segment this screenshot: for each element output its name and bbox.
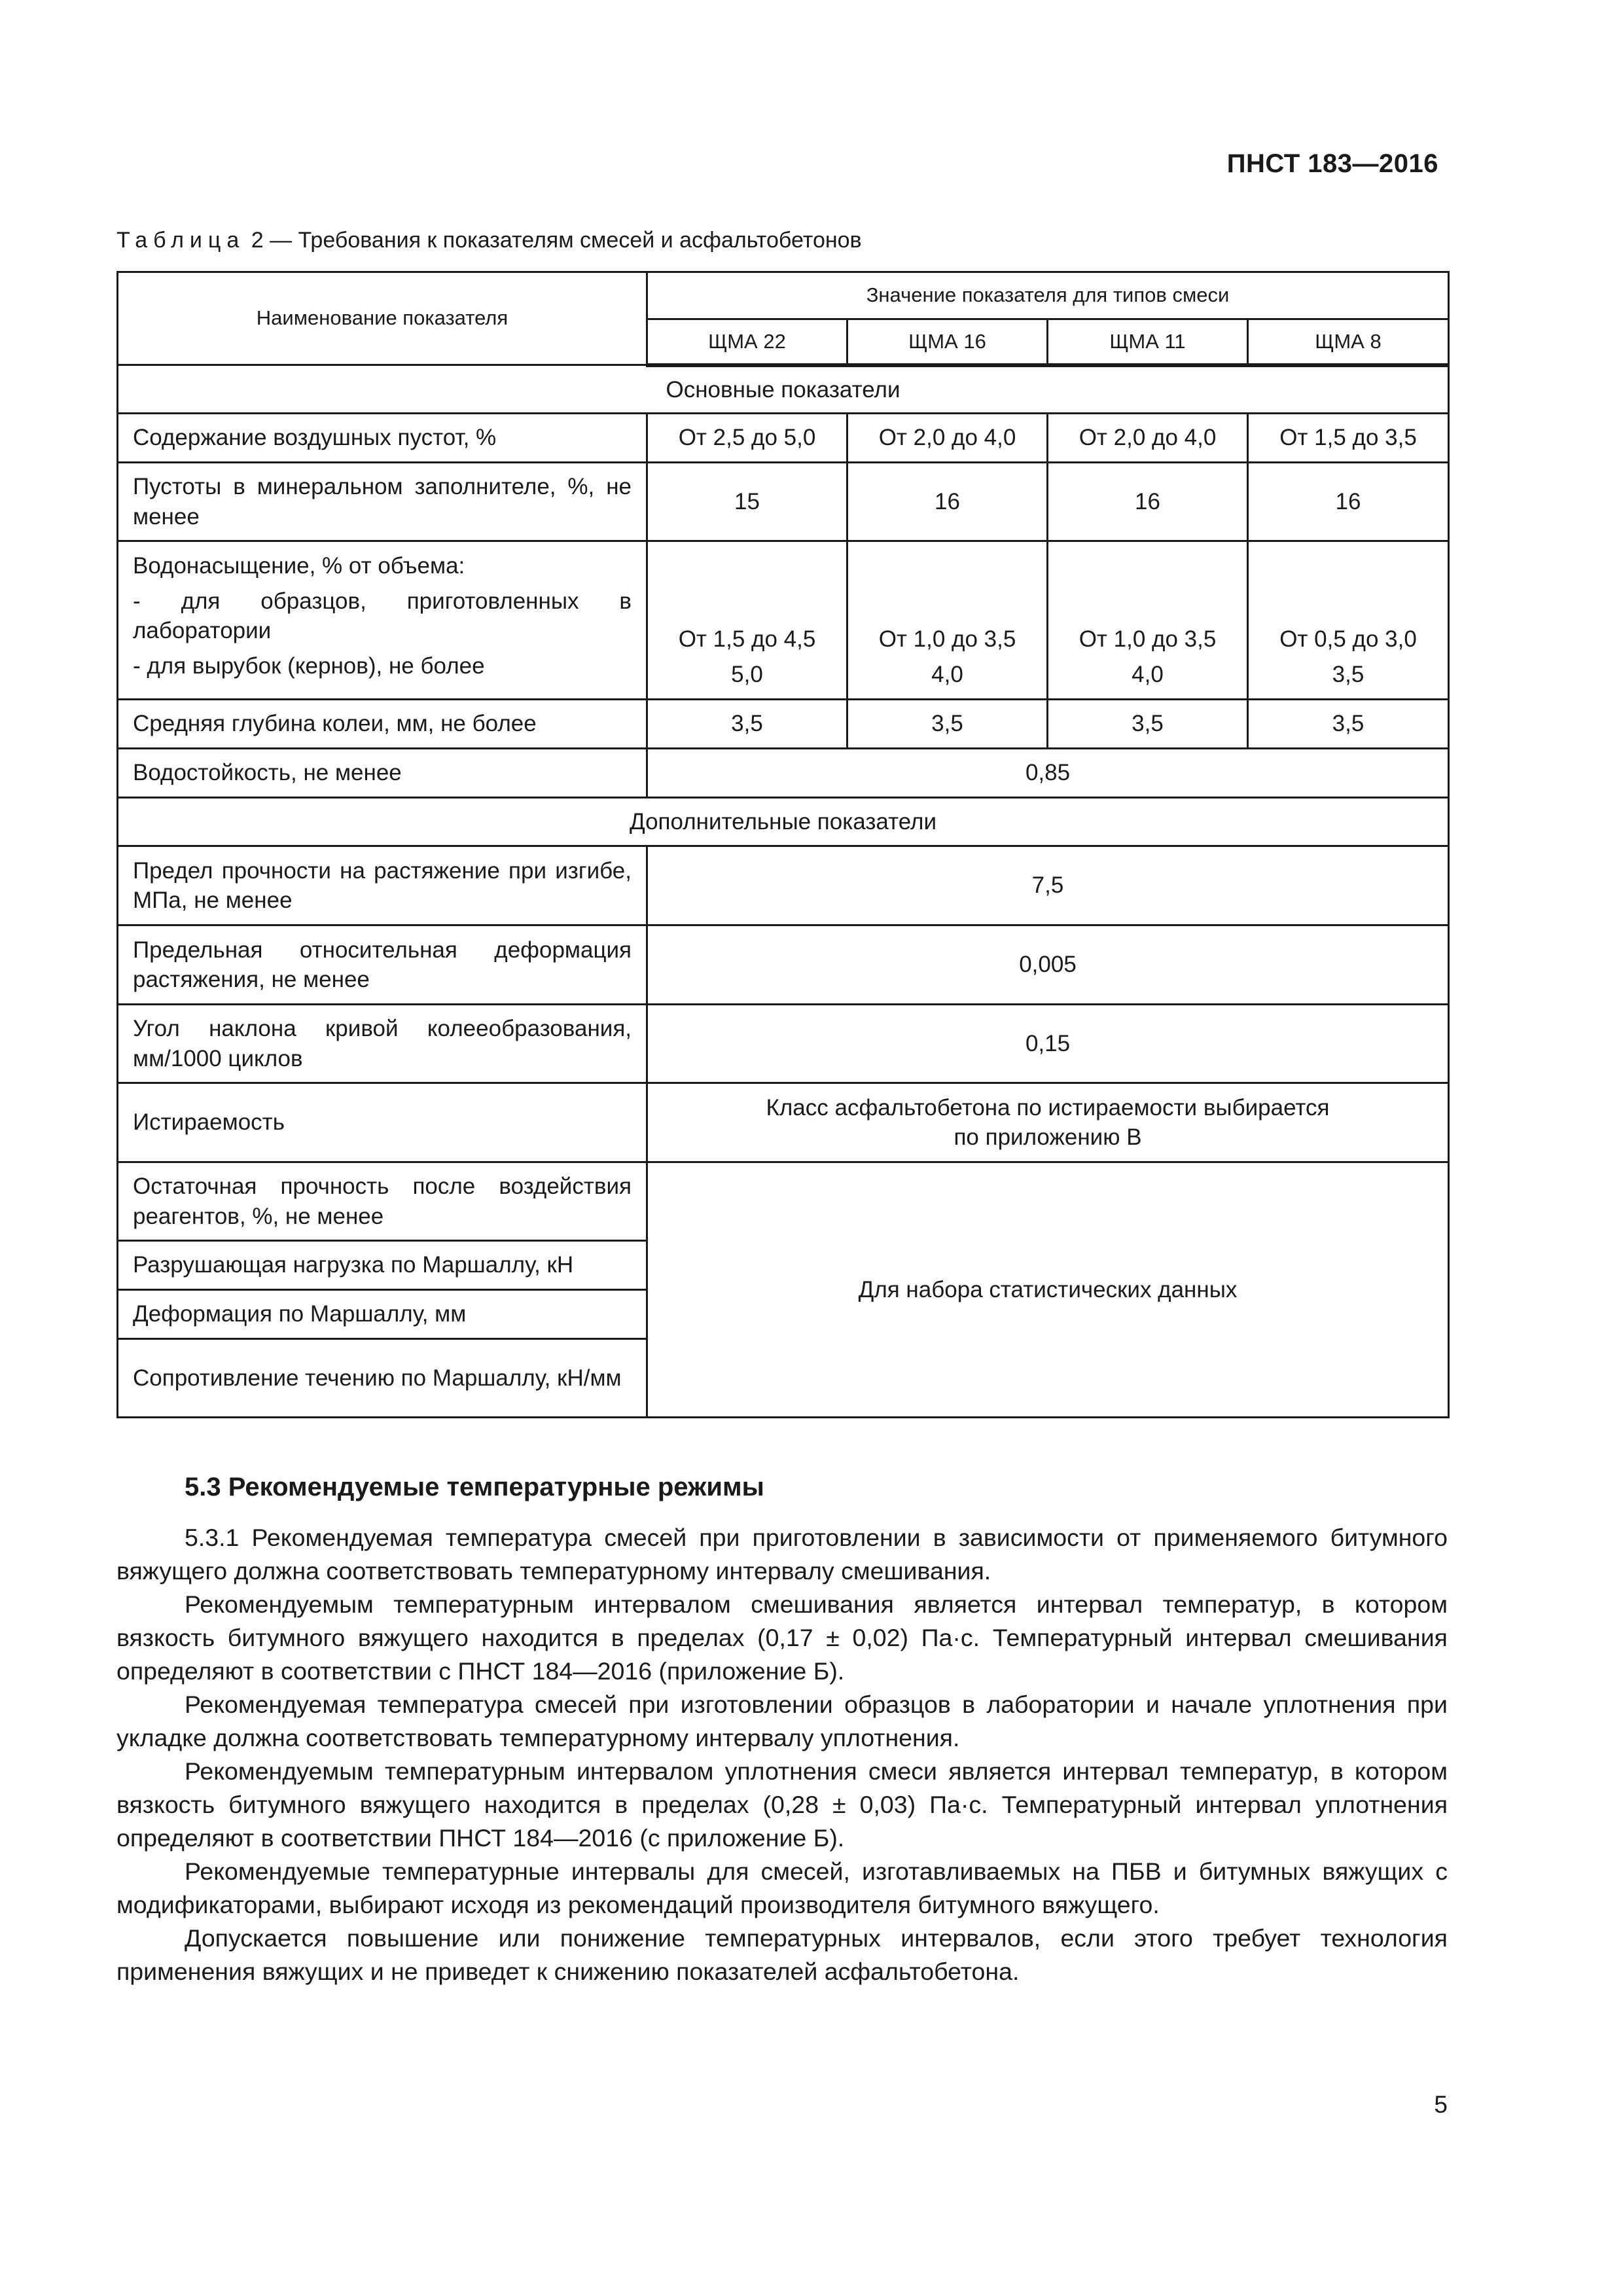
requirements-table <box>116 271 1450 1418</box>
cell-value: 16 <box>847 463 1048 541</box>
cell-value: 3,5 <box>1048 700 1248 749</box>
cell-value: 16 <box>1048 463 1248 541</box>
paragraph: Рекомендуемая температура смесей при изготовлении образцов в лаборатории и начале уплотнения при укладке должна соответствовать температурному интервалу уплотнения. <box>116 1691 1448 1751</box>
document-code: ПНСТ 183—2016 <box>1226 149 1438 178</box>
row-name: Содержание воздушных пустот, % <box>118 414 647 463</box>
row-name: Разрушающая нагрузка по Маршаллу, кН <box>118 1241 647 1290</box>
paragraph: 5.3.1 Рекомендуемая температура смесей при приготовлении в зависимости от применяемого битумного вяжущего должна соответствовать температурному интервалу смешивания. <box>116 1524 1448 1585</box>
row-name: Сопротивление течению по Маршаллу, кН/мм <box>118 1339 647 1418</box>
row-name: Остаточная прочность после воздействия реагентов, %, не менее <box>118 1162 647 1241</box>
cell-value: 3,5 <box>647 700 847 749</box>
col-header-name: Наименование показателя <box>118 272 647 365</box>
table-row <box>118 846 1449 925</box>
row-name: Деформация по Маршаллу, мм <box>118 1290 647 1339</box>
col-header-type: ЩМА 16 <box>847 319 1048 365</box>
cell-value: От 0,5 до 3,0 <box>1279 626 1417 652</box>
cell-value: 3,5 <box>847 700 1048 749</box>
cell-value: От 1,0 до 3,5 <box>878 626 1016 652</box>
table-row <box>118 749 1449 798</box>
section-body <box>116 1521 1448 1988</box>
row-name: Средняя глубина колеи, мм, не более <box>118 700 647 749</box>
table-row <box>118 1162 1449 1241</box>
cell-value-pair <box>1248 541 1449 700</box>
cell-value: 3,5 <box>1332 661 1364 687</box>
cell-value: От 1,0 до 3,5 <box>1079 626 1217 652</box>
row-name: Угол наклона кривой колееобразования, мм/1000 циклов <box>118 1005 647 1083</box>
col-header-type: ЩМА 22 <box>647 319 847 365</box>
row-name: Истираемость <box>118 1083 647 1162</box>
paragraph: Рекомендуемые температурные интервалы для смесей, изготавливаемых на ПБВ и битумных вяжущих с модификаторами, выбирают исходя из рекомендаций производителя битумного вяжущего. <box>116 1857 1448 1918</box>
row-name: Пустоты в минеральном заполнителе, %, не менее <box>118 463 647 541</box>
table-caption-title: 2 — Требования к показателям смесей и асфальтобетонов <box>245 228 862 253</box>
cell-value-pair <box>1048 541 1248 700</box>
cell-value: 4,0 <box>1132 661 1164 687</box>
cell-value: 3,5 <box>1248 700 1449 749</box>
row-name: Предельная относительная деформация растяжения, не менее <box>118 925 647 1005</box>
row-subname: - для вырубок (кернов), не более <box>133 653 485 679</box>
cell-value-statistics: Для набора статистических данных <box>647 1162 1449 1418</box>
table-row <box>118 700 1449 749</box>
table-caption-label: Таблица <box>116 228 245 253</box>
cell-value: От 1,5 до 3,5 <box>1248 414 1449 463</box>
table-row <box>118 541 1449 700</box>
row-subname: - для образцов, приготовленных в лаборатории <box>133 588 632 643</box>
cell-value: От 1,5 до 4,5 <box>678 626 816 652</box>
table-row <box>118 925 1449 1005</box>
cell-value: по приложению В <box>954 1124 1142 1150</box>
cell-value-pair <box>647 541 847 700</box>
cell-value: 0,85 <box>647 749 1449 798</box>
table-row <box>118 1083 1449 1162</box>
row-name: Водостойкость, не менее <box>118 749 647 798</box>
paragraph: Допускается повышение или понижение температурных интервалов, если этого требует технология применения вяжущих и не приведет к снижению показателей асфальтобетона. <box>116 1924 1448 1985</box>
col-header-group: Значение показателя для типов смеси <box>647 272 1449 319</box>
row-name: Водонасыщение, % от объема: <box>133 553 465 579</box>
table-row <box>118 414 1449 463</box>
row-name: Предел прочности на растяжение при изгибе, МПа, не менее <box>118 846 647 925</box>
cell-value-pair <box>847 541 1048 700</box>
section-heading: 5.3 Рекомендуемые температурные режимы <box>185 1473 764 1501</box>
section-row-extra: Дополнительные показатели <box>118 798 1449 846</box>
cell-value: 4,0 <box>931 661 963 687</box>
cell-value: 0,15 <box>647 1005 1449 1083</box>
col-header-type: ЩМА 8 <box>1248 319 1449 365</box>
cell-value: 16 <box>1248 463 1449 541</box>
section-row-main: Основные показатели <box>118 365 1449 414</box>
paragraph: Рекомендуемым температурным интервалом уплотнения смеси является интервал температур, в котором вязкость битумного вяжущего находится в пределах (0,28 ± 0,03) Па·с. Температурный интервал уплотнения определяют в соответствии ПНСТ 184—2016 (с приложение Б). <box>116 1757 1448 1852</box>
paragraph: Рекомендуемым температурным интервалом смешивания является интервал температур, в котором вязкость битумного вяжущего находится в пределах (0,17 ± 0,02) Па·с. Температурный интервал смешивания определяют в соответствии с ПНСТ 184—2016 (приложение Б). <box>116 1590 1448 1685</box>
cell-value: От 2,0 до 4,0 <box>847 414 1048 463</box>
page-number: 5 <box>1434 2091 1448 2118</box>
table-caption <box>116 228 862 253</box>
col-header-type: ЩМА 11 <box>1048 319 1248 365</box>
cell-value: Класс асфальтобетона по истираемости выбирается <box>766 1094 1330 1121</box>
cell-value: От 2,5 до 5,0 <box>647 414 847 463</box>
cell-value: 5,0 <box>731 661 763 687</box>
row-name-water <box>118 541 647 700</box>
cell-value-abrasion <box>647 1083 1449 1162</box>
cell-value: От 2,0 до 4,0 <box>1048 414 1248 463</box>
table-row <box>118 1005 1449 1083</box>
cell-value: 0,005 <box>647 925 1449 1005</box>
table-row <box>118 463 1449 541</box>
cell-value: 15 <box>647 463 847 541</box>
cell-value: 7,5 <box>647 846 1449 925</box>
